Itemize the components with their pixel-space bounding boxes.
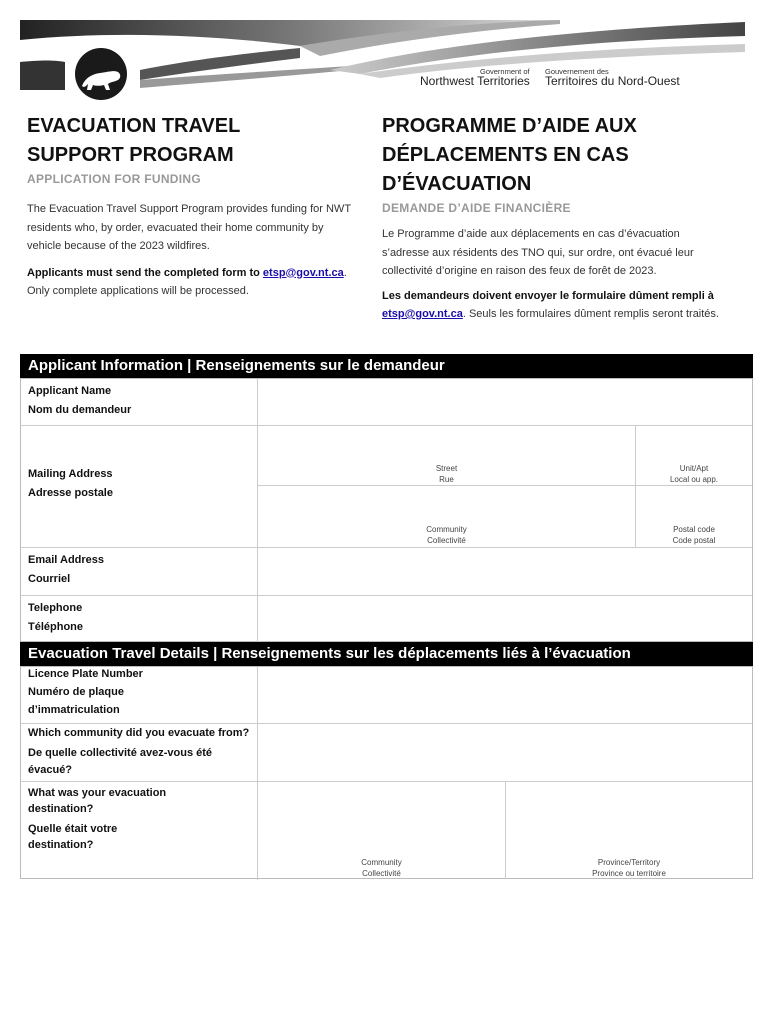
licence-plate-input[interactable] (258, 667, 752, 723)
email-link-fr[interactable]: etsp@gov.nt.ca (382, 308, 463, 320)
community-caption: Community Collectivité (426, 525, 467, 545)
title-fr: PROGRAMME D’AIDE AUX DÉPLACEMENTS EN CAS D’ÉVACUATION (382, 115, 637, 195)
english-intro (27, 112, 357, 301)
instructions-en: Applicants must send the completed form to etsp@gov.nt.ca. Only complete applications will be processed. (27, 266, 347, 297)
postal-code-caption: Postal code Code postal (672, 525, 716, 545)
french-intro (382, 112, 722, 324)
row-email: Email Address Courriel (21, 547, 752, 596)
section-applicant-info-header: Applicant Information | Renseignements sur le demandeur (20, 354, 753, 378)
email-link-en[interactable]: etsp@gov.nt.ca (262, 266, 344, 279)
unit-caption: Unit/Apt Local ou app. (669, 464, 719, 484)
title-en: EVACUATION TRAVEL SUPPORT PROGRAM (27, 115, 241, 166)
gov-fr: Gouvernement des Territoires du Nord-Ouest (545, 67, 680, 88)
header-banner (0, 0, 770, 100)
row-licence-plate: Licence Plate Number Numéro de plaque d’immatriculation (21, 667, 752, 724)
section-travel-details-header: Evacuation Travel Details | Renseignements sur les déplacements liés à l’évacuation (20, 642, 753, 666)
subtitle-en: APPLICATION FOR FUNDING (27, 172, 202, 186)
row-destination: What was your evacuation destination? Quelle était votre destination? Community Collectivité Province/Territory Province ou territoire (21, 781, 752, 879)
gov-en: Government of Northwest Territories (420, 67, 530, 88)
telephone-input[interactable] (258, 595, 752, 642)
row-evacuated-from: Which community did you evacuate from? De quelle collectivité avez-vous été évacué? (21, 723, 752, 782)
email-input[interactable] (258, 547, 752, 595)
travel-details-table (20, 666, 753, 879)
instructions-fr: Les demandeurs doivent envoyer le formulaire dûment rempli à etsp@gov.nt.ca. Seuls les formulaires dûment remplis seront traités. (382, 289, 719, 320)
applicant-info-table (20, 378, 753, 642)
applicant-name-input[interactable] (258, 379, 752, 425)
row-telephone: Telephone Téléphone (21, 595, 752, 642)
intro-fr: Le Programme d’aide aux déplacements en cas d’évacuation s’adresse aux résidents des TNO qui, sur ordre, ont évacué leur collectivité d’origine en raison des feux de forêt de 2023. (382, 228, 694, 277)
street-caption: Street Rue (435, 464, 458, 484)
row-applicant-name: Applicant Name Nom du demandeur (21, 379, 752, 426)
destination-community-caption: Community Collectivité (361, 858, 402, 878)
evacuated-from-input[interactable] (258, 723, 752, 781)
subtitle-fr: DEMANDE D’AIDE FINANCIÈRE (382, 201, 571, 215)
intro-en: The Evacuation Travel Support Program provides funding for NWT residents who, by order, evacuated their home community by vehicle because of the 2023 wildfires. (27, 203, 351, 252)
row-mailing-address: Mailing Address Adresse postale Street Rue Unit/Apt Local ou app. Community Collectivité Postal code Code postal (21, 425, 752, 548)
destination-province-caption: Province/Territory Province ou territoire (592, 858, 666, 878)
